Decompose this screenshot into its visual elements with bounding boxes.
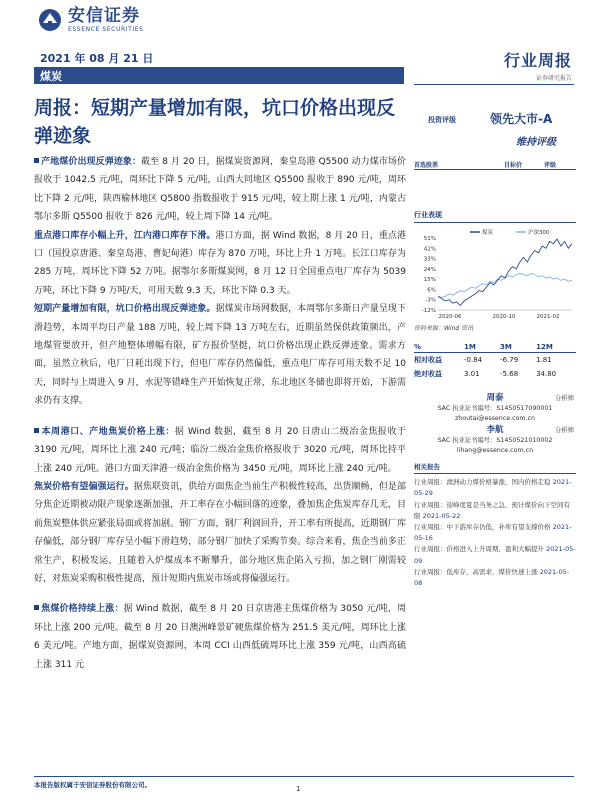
stock-col-2: 目标价 xyxy=(504,162,523,169)
paragraph-text: 据焦联资讯，供给方面焦企当前生产积极性较高，出货顺畅，但是部分焦企近期被动限产现象逐渐加强，开工率存在小幅回落的迹象，叠加焦企焦炭库存几无，目前焦炭整体供应紧张局面或将加剧。钢厂方面，钢厂利润回升，开工率有所提高，近期钢厂库存偏低，部分钢厂库存呈小幅下滑趋势，部分钢厂加快了采购节奏。综合来看，焦企当前多正常生产，积极发运，且随着入炉煤成本不断攀升，部分地区焦企陷入亏损，加之钢厂刚需较好，对焦炭采购积极性提高，预计短期内焦炭市场或将偏强运行。 xyxy=(34,481,406,584)
paragraph-heading: 重点港口库存小幅上升，江内港口库存下滑。 xyxy=(34,230,216,241)
logo-cn: 安信证券 xyxy=(68,6,140,26)
y-tick-label: 6% xyxy=(427,287,436,294)
x-tick-label: 2020-10 xyxy=(492,314,516,320)
paragraph-text: 据 Wind 数据，截至 8 月 20 日京唐港主焦煤价格为 3050 元/吨，周环比上涨 200 元/吨。截至 8 月 20 日澳洲峰景矿硬焦煤价格为 251.5 美元/吨，周环比上涨 6 美元/吨。产地方面，据煤炭资源网，本周 CCI 山西低硫周环比上涨 359 元/吨，山西高硫上涨 311 元 xyxy=(34,604,406,670)
related-item[interactable] xyxy=(414,522,576,544)
related-item[interactable] xyxy=(414,544,576,566)
analyst-license: SAC 执业证书编号：S1450517090001 xyxy=(437,405,553,412)
y-tick-label: 33% xyxy=(423,256,436,263)
rating-value: 领先大市-A xyxy=(490,112,553,126)
cell: -6.79 xyxy=(500,356,519,364)
y-tick-label: 24% xyxy=(423,266,436,273)
y-tick-label: 15% xyxy=(423,277,436,284)
series-line xyxy=(438,273,572,297)
paragraph-text: 据 Wind 数据，截至 8 月 20 日唐山二级冶金焦报收于 3190 元/吨，周环比上涨 240 元/吨；临汾二级冶金焦价格报收于 3020 元/吨，周环比持平上涨 240 元/吨。港口方面天津港一级冶金焦价格为 3450 元/吨，周环比上涨 240 元/吨。 xyxy=(34,426,406,474)
report-subtitle: 证券研究报告 xyxy=(535,75,572,82)
table-row xyxy=(414,367,576,381)
rating-sub: 维持评级 xyxy=(516,137,556,148)
related-item[interactable] xyxy=(414,500,576,522)
y-tick-label: 51% xyxy=(423,236,436,242)
row-label: 绝对收益 xyxy=(414,370,442,378)
paragraph-text: 港口方面，据 Wind 数据，8 月 20 日，重点港口（国投京唐港、秦皇岛港、曹妃甸港）库存为 870 万吨，环比上升 1 万吨。长江口库存为 285 万吨，周环比下降 52 万吨。据鄂尔多斯煤炭网，8 月 12 日全国重点电厂库存为 5039 万吨，环比下降 9 万吨/天，可用天数 9.3 天，环比下降 0.3 天。 xyxy=(34,230,406,296)
related-item-text: 行业周报：迎峰度夏是当务之急，预计煤价向下空间有限 xyxy=(414,500,570,520)
perf-header-1m: 1M xyxy=(464,342,500,353)
page-title: 周报：短期产量增加有限，坑口价格出现反弹迹象 xyxy=(34,97,396,147)
analyst-card xyxy=(414,424,576,455)
related-title: 相关报告 xyxy=(414,462,576,474)
analyst-name: 李航 xyxy=(486,425,504,435)
paragraph-text: 据煤炭市场网数据，本周鄂尔多斯日产量呈现下滑趋势，本周平均日产量 188 万吨，较上周下降 13 万吨左右，近期虽然保供政策频出，产地煤管要放开，但产地整体增幅有限，矿方报价坚挺，坑口价格出现止跌反弹迹象。需求方面，虽然立秋后，电厂日耗出现下行，但电厂库存仍然偏低，重点电厂库存可用天数不足 10 天，同时与上周进入 9 月，水泥等错峰生产开始恢复正常，东北地区冬储也即将开始，下游需求仍有支撑。 xyxy=(34,304,406,407)
body-paragraph xyxy=(34,300,406,410)
stock-header xyxy=(414,160,576,170)
paragraph-heading: 产地煤价出现反弹迹象： xyxy=(41,157,142,167)
cell: 1.81 xyxy=(536,356,552,364)
y-tick-label: 42% xyxy=(423,246,436,253)
analyst-email[interactable]: zhoutai@essence.com.cn xyxy=(454,414,536,422)
related-reports xyxy=(414,462,576,589)
related-item-date: 2021-05-09 xyxy=(414,545,576,565)
y-tick-label: -12% xyxy=(421,308,436,314)
paragraph-heading: 短期产量增加有限，坑口价格出现反弹迹象。 xyxy=(34,304,216,315)
paragraph-heading: 焦煤价格持续上涨： xyxy=(41,604,124,615)
company-logo xyxy=(38,6,144,33)
logo-en: ESSENCE SECURITIES xyxy=(68,26,144,33)
perf-header-12m: 12M xyxy=(536,342,576,353)
performance-table xyxy=(414,342,576,381)
stock-col-3: 评级 xyxy=(544,162,557,169)
logo-mark-icon xyxy=(38,8,62,32)
performance-title: 行业表现 xyxy=(414,210,576,223)
category-bar xyxy=(34,67,404,84)
body-paragraph xyxy=(34,423,406,478)
report-date: 2021 年 08 月 21 日 xyxy=(40,52,154,65)
bullet-icon xyxy=(34,158,39,163)
report-type: 行业周报 xyxy=(503,51,572,70)
related-item-date: 2021-05-22 xyxy=(422,511,461,520)
report-body xyxy=(34,153,406,674)
related-item-date: 2021-05-16 xyxy=(414,523,572,543)
bullet-icon xyxy=(34,605,39,610)
bullet-icon xyxy=(34,428,39,433)
footer-divider xyxy=(34,776,574,777)
row-label: 相对收益 xyxy=(414,356,442,364)
body-paragraph xyxy=(34,227,406,301)
analyst-name: 周泰 xyxy=(486,393,504,403)
related-item-date: 2021-05-08 xyxy=(414,567,570,588)
category-label: 煤炭 xyxy=(40,70,62,83)
related-item[interactable] xyxy=(414,477,576,499)
analyst-role: 分析师 xyxy=(555,427,574,434)
related-item-text: 行业周报：澳洲动力煤价格暴涨，国内价格走稳 xyxy=(414,478,551,487)
analyst-card xyxy=(414,392,576,423)
legend-label: 沪深300 xyxy=(528,230,550,236)
related-item-text: 行业周报：价格进入上升周期，盈利大幅提升 xyxy=(414,545,544,554)
chart-source: 资料来源：Wind 资讯 xyxy=(414,325,474,332)
legend-label: 煤炭 xyxy=(482,230,494,236)
related-item-date: 2021-05-29 xyxy=(414,478,572,498)
related-item[interactable] xyxy=(414,567,576,589)
analyst-license: SAC 执业证书编号：S1450521010002 xyxy=(437,437,553,444)
cell: 34.80 xyxy=(536,370,557,378)
rating-label: 投资评级 xyxy=(428,116,456,124)
body-paragraph xyxy=(34,153,406,227)
x-tick-label: 2021-02 xyxy=(536,314,560,320)
related-item-text: 行业周报：低库存，高需求，煤价快速上涨 xyxy=(414,567,538,576)
paragraph-heading: 焦炭价格有望偏强运行。 xyxy=(34,481,134,492)
body-paragraph xyxy=(34,478,406,588)
body-paragraph xyxy=(34,600,406,674)
performance-chart xyxy=(414,228,576,324)
table-row xyxy=(414,353,576,368)
related-item-text: 行业周报：中下游库存仍低，补库有望支撑价格 xyxy=(414,523,551,532)
cell: 3.01 xyxy=(464,370,480,378)
header-divider xyxy=(414,84,574,85)
perf-header-pct: % xyxy=(414,342,464,353)
series-line xyxy=(438,239,572,305)
stock-col-1: 首选股票 xyxy=(414,162,439,169)
cell: -5.68 xyxy=(500,370,519,378)
x-tick-label: 2020-06 xyxy=(438,314,462,320)
y-tick-label: -3% xyxy=(425,297,436,304)
cell: -0.84 xyxy=(464,356,483,364)
paragraph-heading: 本周港口、产地焦炭价格上涨： xyxy=(41,426,175,437)
paragraph-text: 截至 8 月 20 日，据煤炭资源网，秦皇岛港 Q5500 动力煤市场价报收于 1042.5 元/吨，周环比下降 5 元/吨，山西大同地区 Q5500 报收于 890 元/吨，周环比下降 2 元/吨，陕西榆林地区 Q5800 指数报收于 915 元/吨，较上期上涨 1 元/吨，内蒙古鄂尔多斯 Q5500 报收于 826 元/吨，较上周下降 14 元/吨。 xyxy=(34,157,406,223)
perf-header-3m: 3M xyxy=(500,342,536,353)
page-number: 1 xyxy=(296,785,301,793)
analyst-role: 分析师 xyxy=(555,395,574,402)
analyst-email[interactable]: lihang@essence.com.cn xyxy=(456,446,534,454)
footer-note: 本报告版权属于安信证券股份有限公司。 xyxy=(34,781,151,789)
